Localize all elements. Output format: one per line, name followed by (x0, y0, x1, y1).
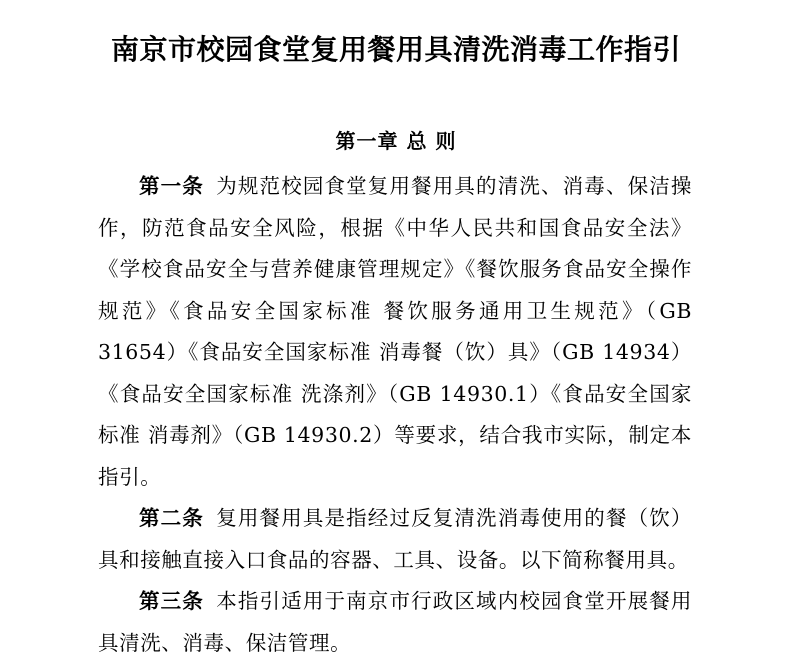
document-body (98, 166, 692, 664)
article-1-heading: 第一条 (139, 174, 204, 198)
chapter-heading: 第一章 总 则 (335, 129, 457, 153)
article-2-text: 复用餐用具是指经过反复清洗消毒使用的餐（饮）具和接触直接入口食品的容器、工具、设备。以下简称餐用具。 (98, 506, 692, 572)
article-3-text: 本指引适用于南京市行政区域内校园食堂开展餐用具清洗、消毒、保洁管理。 (98, 589, 692, 655)
article-1-text: 为规范校园食堂复用餐用具的清洗、消毒、保洁操作，防范食品安全风险，根据《中华人民共和国食品安全法》《学校食品安全与营养健康管理规定》《餐饮服务食品安全操作规范》《食品安全国家标准 餐饮服务通用卫生规范》（GB 31654）《食品安全国家标准 消毒餐（饮）具》（GB 14934）《食品安全国家标准 洗涤剂》（GB 14930.1）《食品安全国家标准 消毒剂》（GB 14930.2）等要求，结合我市实际，制定本指引。 (98, 174, 692, 489)
article-3-heading: 第三条 (139, 589, 204, 613)
article-1 (98, 166, 692, 498)
document-title: 南京市校园食堂复用餐用具清洗消毒工作指引 (110, 33, 681, 66)
article-2 (98, 498, 692, 581)
article-2-heading: 第二条 (139, 506, 204, 530)
article-3 (98, 581, 692, 664)
